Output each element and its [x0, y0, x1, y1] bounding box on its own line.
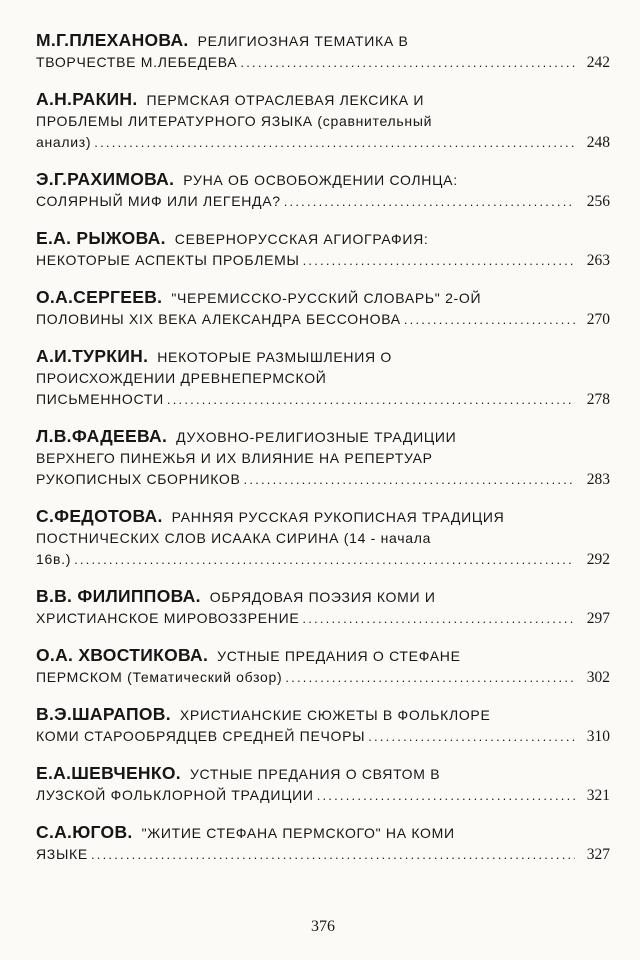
- dot-leader: [167, 389, 575, 410]
- entry-last-line: [36, 667, 610, 688]
- entry-first-line: [36, 426, 610, 448]
- entry-title-end: ПИСЬМЕННОСТИ: [36, 391, 164, 407]
- entry-title-start: УСТНЫЕ ПРЕДАНИЯ О СВЯТОМ В: [189, 766, 441, 782]
- entry-title-end: НЕКОТОРЫЕ АСПЕКТЫ ПРОБЛЕМЫ: [36, 252, 300, 268]
- entry-last-line: [36, 608, 610, 629]
- entry-first-line: [36, 822, 610, 844]
- entry-first-line: [36, 169, 610, 191]
- entry-title-start: РЕЛИГИОЗНАЯ ТЕМАТИКА В: [197, 33, 409, 49]
- dot-leader: [240, 52, 575, 73]
- entry-title-start: "ЖИТИЕ СТЕФАНА ПЕРМСКОГО" НА КОМИ: [141, 825, 455, 841]
- entry-middle-lines: [36, 528, 610, 549]
- entry-author: Е.А. РЫЖОВА.: [36, 228, 166, 248]
- entry-title-start: РУНА ОБ ОСВОБОЖДЕНИИ СОЛНЦА:: [183, 172, 458, 188]
- entry-page-number: 256: [586, 193, 610, 210]
- entry-middle-lines: [36, 448, 610, 469]
- entry-last-line: [36, 549, 610, 570]
- toc-entry: [36, 346, 610, 410]
- entry-first-line: [36, 30, 610, 52]
- entry-line: ВЕРХНЕГО ПИНЕЖЬЯ И ИХ ВЛИЯНИЕ НА РЕПЕРТУАР: [36, 450, 433, 466]
- toc-entry: [36, 704, 610, 747]
- toc-entry: [36, 822, 610, 865]
- entry-page-number: 270: [586, 311, 610, 328]
- entry-first-line: [36, 506, 610, 528]
- entry-last-line: [36, 52, 610, 73]
- entry-last-line: [36, 844, 610, 865]
- entry-last-line: [36, 132, 610, 153]
- entry-title-end: КОМИ СТАРООБРЯДЦЕВ СРЕДНЕЙ ПЕЧОРЫ: [36, 728, 366, 744]
- dot-leader: [302, 608, 575, 629]
- entry-title-start: НЕКОТОРЫЕ РАЗМЫШЛЕНИЯ О: [157, 349, 392, 365]
- entry-page-number: 242: [586, 54, 610, 71]
- entry-page-number: 263: [586, 252, 610, 269]
- entry-author: О.А. ХВОСТИКОВА.: [36, 645, 209, 665]
- entry-first-line: [36, 704, 610, 726]
- entry-author: А.И.ТУРКИН.: [36, 346, 149, 366]
- entry-title-start: "ЧЕРЕМИССКО-РУССКИЙ СЛОВАРЬ" 2-ОЙ: [171, 290, 482, 306]
- toc-entry: [36, 506, 610, 570]
- entry-page-number: 297: [586, 610, 610, 627]
- entry-last-line: [36, 250, 610, 271]
- entry-author: Е.А.ШЕВЧЕНКО.: [36, 763, 181, 783]
- entry-page-number: 292: [586, 551, 610, 568]
- entry-title-start: УСТНЫЕ ПРЕДАНИЯ О СТЕФАНЕ: [217, 648, 461, 664]
- toc-entry: [36, 228, 610, 271]
- dot-leader: [284, 191, 575, 212]
- entry-page-number: 327: [586, 846, 610, 863]
- dot-leader: [285, 667, 575, 688]
- entry-title-end: ТВОРЧЕСТВЕ М.ЛЕБЕДЕВА: [36, 54, 238, 70]
- table-of-contents: [36, 30, 610, 912]
- entry-title-end: 16в.): [36, 551, 72, 567]
- dot-leader: [303, 250, 575, 271]
- dot-leader: [404, 309, 575, 330]
- entry-author: С.ФЕДОТОВА.: [36, 506, 163, 526]
- entry-page-number: 302: [586, 669, 610, 686]
- entry-last-line: [36, 469, 610, 490]
- entry-author: Л.В.ФАДЕЕВА.: [36, 426, 168, 446]
- toc-entry: [36, 89, 610, 153]
- entry-line: ПОСТНИЧЕСКИХ СЛОВ ИСААКА СИРИНА (14 - начала: [36, 530, 432, 546]
- entry-first-line: [36, 763, 610, 785]
- entry-first-line: [36, 287, 610, 309]
- entry-author: О.А.СЕРГЕЕВ.: [36, 287, 163, 307]
- page-footer: [36, 918, 610, 936]
- dot-leader: [244, 469, 575, 490]
- dot-leader: [91, 844, 575, 865]
- entry-last-line: [36, 389, 610, 410]
- entry-page-number: 283: [586, 471, 610, 488]
- entry-title-end: анализ): [36, 134, 92, 150]
- entry-title-start: РАННЯЯ РУССКАЯ РУКОПИСНАЯ ТРАДИЦИЯ: [171, 509, 505, 525]
- entry-page-number: 278: [586, 391, 610, 408]
- toc-entry: [36, 763, 610, 806]
- entry-title-end: ХРИСТИАНСКОЕ МИРОВОЗЗРЕНИЕ: [36, 610, 300, 626]
- entry-last-line: [36, 191, 610, 212]
- entry-title-end: СОЛЯРНЫЙ МИФ ИЛИ ЛЕГЕНДА?: [36, 193, 281, 209]
- entry-line: ПРОБЛЕМЫ ЛИТЕРАТУРНОГО ЯЗЫКА (сравнительный: [36, 113, 433, 129]
- entry-page-number: 321: [586, 787, 610, 804]
- toc-entry: [36, 426, 610, 490]
- entry-title-start: ПЕРМСКАЯ ОТРАСЛЕВАЯ ЛЕКСИКА И: [146, 92, 425, 108]
- entry-page-number: 248: [586, 134, 610, 151]
- entry-title-start: ХРИСТИАНСКИЕ СЮЖЕТЫ В ФОЛЬКЛОРЕ: [179, 707, 491, 723]
- toc-entry: [36, 287, 610, 330]
- entry-author: А.Н.РАКИН.: [36, 89, 138, 109]
- entry-last-line: [36, 309, 610, 330]
- entry-author: М.Г.ПЛЕХАНОВА.: [36, 30, 189, 50]
- dot-leader: [94, 132, 575, 153]
- entry-first-line: [36, 586, 610, 608]
- entry-middle-lines: [36, 111, 610, 132]
- page-number: 376: [311, 918, 335, 935]
- entry-line: ПРОИСХОЖДЕНИИ ДРЕВНЕПЕРМСКОЙ: [36, 370, 327, 386]
- dot-leader: [368, 726, 575, 747]
- toc-entry: [36, 30, 610, 73]
- entry-title-end: ПЕРМСКОМ (Тематический обзор): [36, 669, 283, 685]
- entry-author: Э.Г.РАХИМОВА.: [36, 169, 175, 189]
- toc-entry: [36, 586, 610, 629]
- toc-entry: [36, 169, 610, 212]
- entry-first-line: [36, 645, 610, 667]
- entry-first-line: [36, 89, 610, 111]
- entry-page-number: 310: [586, 728, 610, 745]
- entry-title-start: ДУХОВНО-РЕЛИГИОЗНЫЕ ТРАДИЦИИ: [176, 429, 457, 445]
- entry-title-start: СЕВЕРНОРУССКАЯ АГИОГРАФИЯ:: [174, 231, 429, 247]
- entry-middle-lines: [36, 368, 610, 389]
- entry-last-line: [36, 785, 610, 806]
- entry-author: В.Э.ШАРАПОВ.: [36, 704, 171, 724]
- entry-title-end: ЛУЗСКОЙ ФОЛЬКЛОРНОЙ ТРАДИЦИИ: [36, 787, 314, 803]
- entry-first-line: [36, 346, 610, 368]
- dot-leader: [317, 785, 575, 806]
- entry-first-line: [36, 228, 610, 250]
- dot-leader: [74, 549, 575, 570]
- entry-author: В.В. ФИЛИППОВА.: [36, 586, 201, 606]
- entry-author: С.А.ЮГОВ.: [36, 822, 133, 842]
- entry-title-end: ЯЗЫКЕ: [36, 846, 88, 862]
- entry-title-end: РУКОПИСНЫХ СБОРНИКОВ: [36, 471, 241, 487]
- toc-entry: [36, 645, 610, 688]
- entry-title-end: ПОЛОВИНЫ XIX ВЕКА АЛЕКСАНДРА БЕССОНОВА: [36, 311, 401, 327]
- entry-title-start: ОБРЯДОВАЯ ПОЭЗИЯ КОМИ И: [209, 589, 436, 605]
- entry-last-line: [36, 726, 610, 747]
